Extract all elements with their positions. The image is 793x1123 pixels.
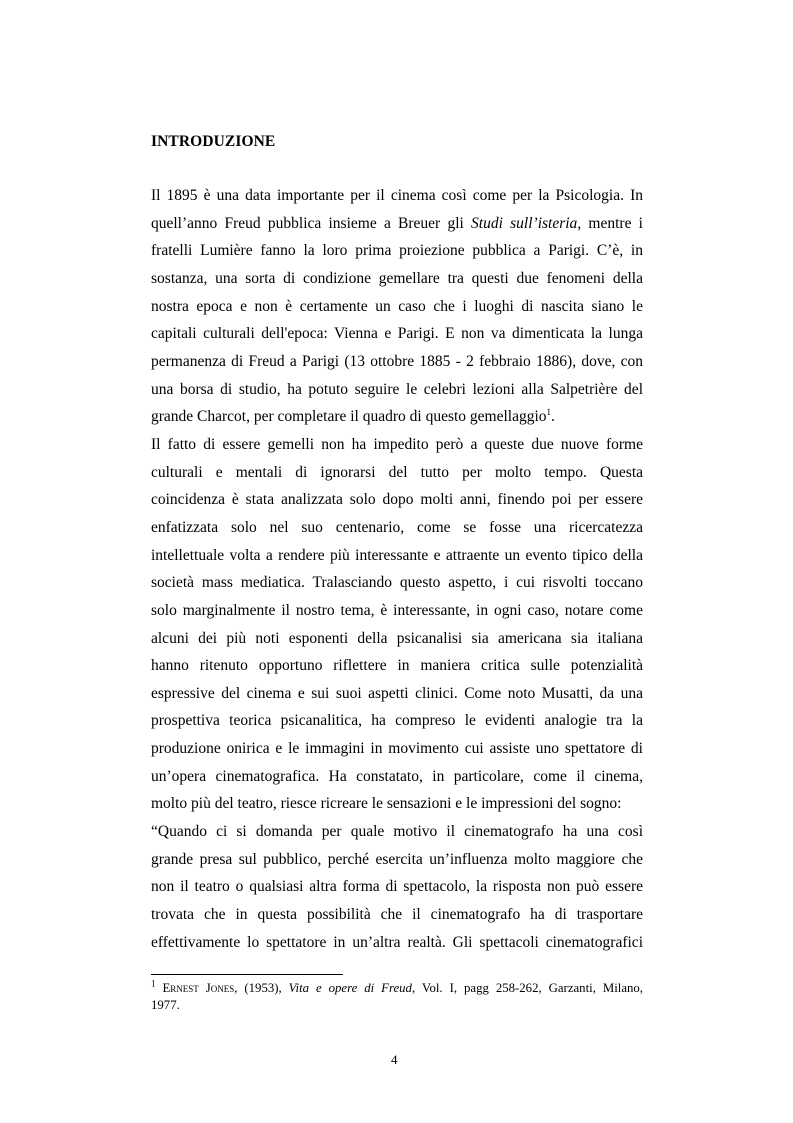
text-line: espressive del cinema e sui suoi aspetti clinici. Come noto Musatti, da una bbox=[151, 684, 643, 702]
footnote-book-title: Vita e opere di Freud bbox=[288, 981, 412, 995]
section-heading: INTRODUZIONE bbox=[151, 133, 276, 150]
text-line: prospettiva teorica psicanalitica, ha compreso le evidenti analogie tra la bbox=[151, 712, 643, 730]
text-segment: quell’anno Freud pubblica insieme a Breuer gli bbox=[151, 214, 472, 232]
footnote-author: Ernest Jones bbox=[162, 981, 235, 995]
text-line: società mass mediatica. Tralasciando questo aspetto, i cui risvolti toccano bbox=[151, 574, 643, 592]
text-line: una borsa di studio, ha potuto seguire le celebri lezioni alla Salpetrière del bbox=[151, 380, 643, 398]
text-line: fratelli Lumière fanno la loro prima proiezione pubblica a Parigi. C’è, in bbox=[151, 242, 643, 260]
text-line: sostanza, una sorta di condizione gemellare tra questi due fenomeni della bbox=[151, 269, 643, 287]
text-line: non il teatro o qualsiasi altra forma di spettacolo, la risposta non può essere bbox=[151, 878, 643, 896]
text-line: intellettuale volta a rendere più interessante e attraente un evento tipico della bbox=[151, 546, 643, 564]
paragraph-2 bbox=[151, 431, 643, 818]
paragraph-3-quote bbox=[151, 818, 643, 956]
text-line: nostra epoca e non è certamente un caso che i luoghi di nascita siano le bbox=[151, 297, 643, 315]
text-line: coincidenza è stata analizzata solo dopo molti anni, finendo poi per essere bbox=[151, 491, 643, 509]
page-number: 4 bbox=[391, 1052, 398, 1067]
text-segment: . bbox=[551, 408, 555, 426]
text-line: Il fatto di essere gemelli non ha impedito però a queste due nuove forme bbox=[151, 435, 643, 453]
body-text bbox=[151, 182, 643, 956]
text-line: un’opera cinematografica. Ha constatato, in particolare, come il cinema, bbox=[151, 767, 643, 785]
text-line: effettivamente lo spettatore in un’altra realtà. Gli spettacoli cinematografici bbox=[151, 933, 643, 951]
text-line: alcuni dei più noti esponenti della psicanalisi sia americana sia italiana bbox=[151, 629, 643, 647]
text-line bbox=[151, 403, 643, 431]
footnote bbox=[151, 980, 643, 1013]
text-line: solo marginalmente il nostro tema, è interessante, in ogni caso, notare come bbox=[151, 601, 643, 619]
footnote-number: 1 bbox=[151, 978, 156, 989]
text-segment: , mentre i bbox=[577, 214, 643, 232]
footnote-reference[interactable]: 1 bbox=[546, 407, 552, 418]
text-line: capitali culturali dell'epoca: Vienna e Parigi. E non va dimenticata la lunga bbox=[151, 325, 643, 343]
text-line: trovata che in questa possibilità che il cinematografo ha di trasportare bbox=[151, 906, 643, 924]
footnote-text: , (1953), bbox=[234, 981, 289, 995]
paragraph-1 bbox=[151, 182, 643, 431]
text-line: produzione onirica e le immagini in movimento cui assiste uno spettatore di bbox=[151, 740, 643, 758]
text-line: enfatizzata solo nel suo centenario, come se fosse una ricercatezza bbox=[151, 518, 643, 536]
text-line: molto più del teatro, riesce ricreare le sensazioni e le impressioni del sogno: bbox=[151, 795, 622, 813]
text-line: culturali e mentali di ignorarsi del tutto per molto tempo. Questa bbox=[151, 463, 643, 481]
text-line: grande presa sul pubblico, perché esercita un’influenza molto maggiore che bbox=[151, 850, 643, 868]
text-line bbox=[151, 210, 643, 238]
footnote-text: , Vol. I, pagg 258-262, Garzanti, Milano, bbox=[411, 981, 644, 995]
text-line: Il 1895 è una data importante per il cinema così come per la Psicologia. In bbox=[151, 187, 643, 204]
text-segment: grande Charcot, per completare il quadro di questo gemellaggio bbox=[151, 408, 547, 426]
text-line: permanenza di Freud a Parigi (13 ottobre 1885 - 2 febbraio 1886), dove, con bbox=[151, 352, 643, 370]
footnote-separator bbox=[151, 974, 343, 975]
footnote-line bbox=[151, 980, 643, 997]
text-line: hanno ritenuto opportuno riflettere in maniera critica sulle potenzialità bbox=[151, 657, 643, 675]
book-title-italic: Studi sull’isteria bbox=[471, 214, 578, 232]
text-line: “Quando ci si domanda per quale motivo il cinematografo ha una così bbox=[151, 823, 643, 841]
footnote-line: 1977. bbox=[151, 997, 180, 1012]
